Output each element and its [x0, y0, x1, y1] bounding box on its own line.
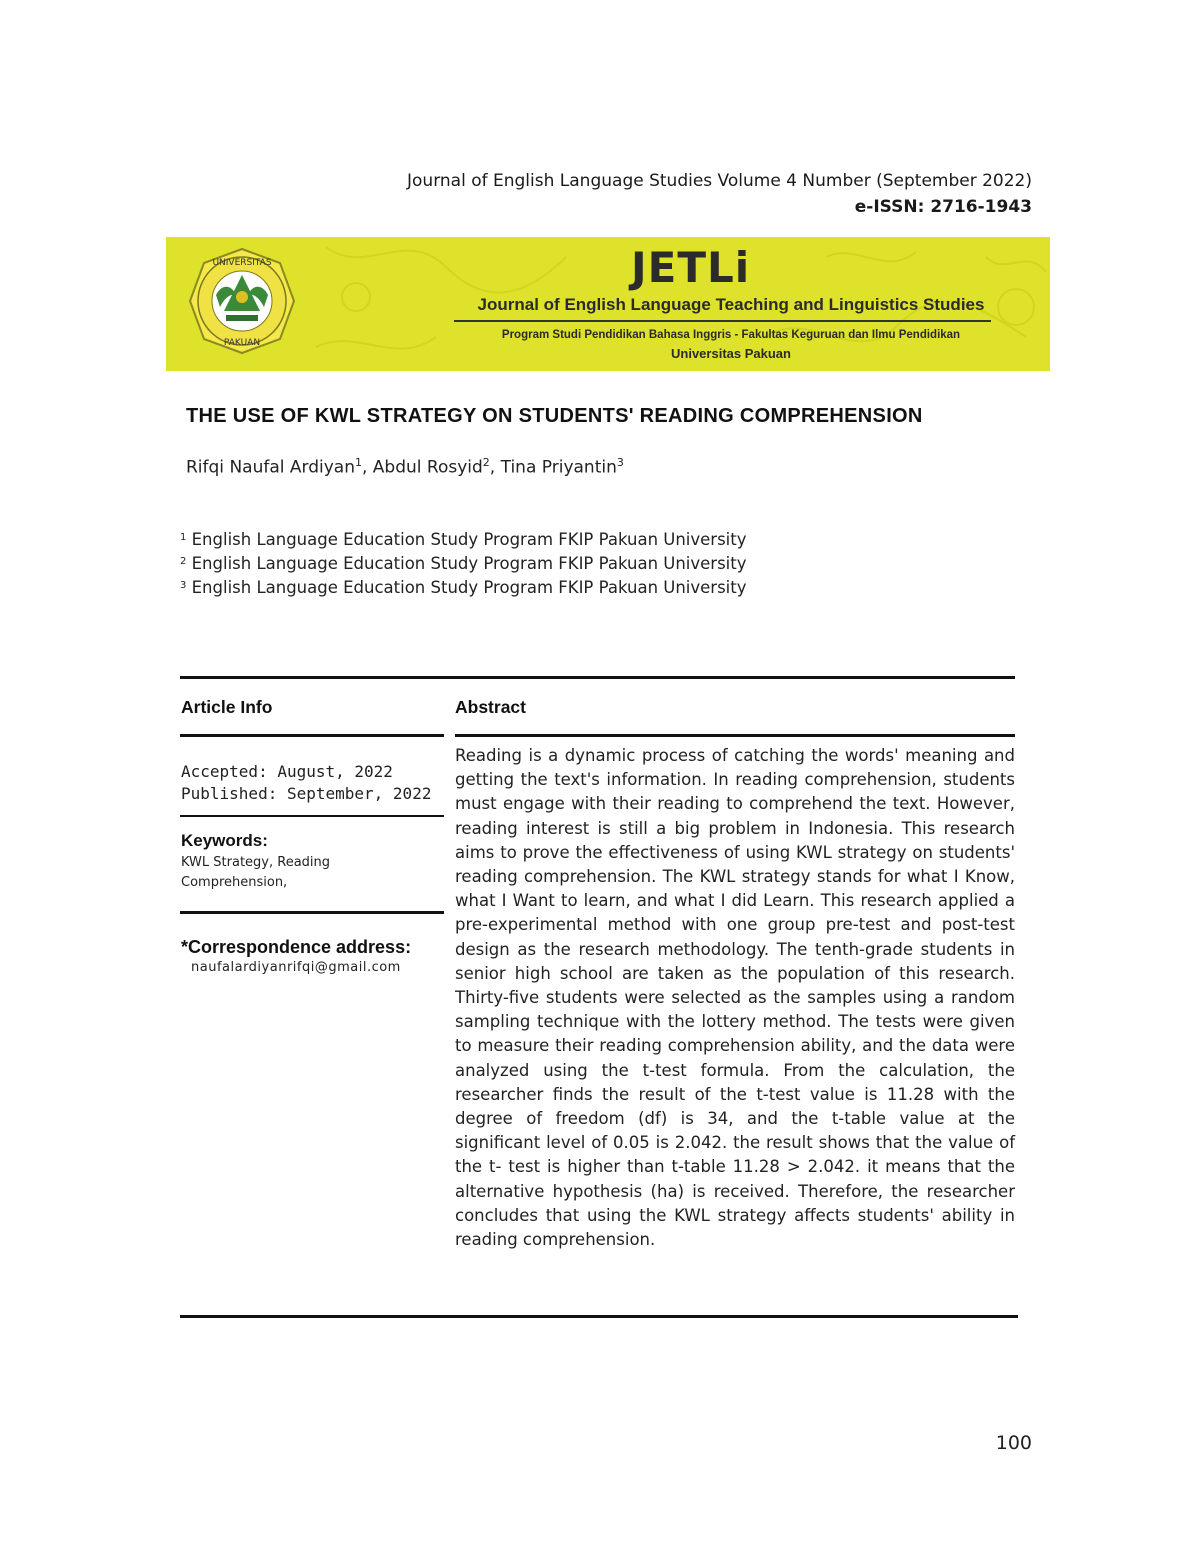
author-name: Rifqi Naufal Ardiyan: [186, 457, 355, 478]
article-info-divider: [180, 815, 444, 817]
author-name: Abdul Rosyid: [372, 457, 483, 478]
author-name: Tina Priyantin: [500, 457, 617, 478]
affiliation-text: English Language Education Study Program FKIP Pakuan University: [191, 578, 747, 597]
correspondence-email: naufalardiyanrifqi@gmail.com: [191, 960, 401, 975]
affiliation-text: English Language Education Study Program FKIP Pakuan University: [191, 554, 747, 573]
article-info-divider: [180, 911, 444, 914]
journal-issn: e-ISSN: 2716-1943: [854, 197, 1032, 217]
affiliation-sup: 2: [180, 556, 187, 567]
journal-full-name: Journal of English Language Teaching and Linguistics Studies: [477, 295, 985, 314]
banner-divider: [454, 320, 991, 322]
table-bottom-rule: [180, 1315, 1018, 1318]
keywords-list: KWL Strategy, Reading Comprehension,: [181, 855, 331, 890]
author-sup: 2: [482, 456, 490, 469]
keywords-heading: Keywords:: [181, 831, 268, 850]
abstract-body: Reading is a dynamic process of catching the words' meaning and getting the text's information. In reading comprehension, students must engage with their reading to comprehend the text. However, reading interest is still a big problem in Indonesia. This research aims to prove the effectiveness of using KWL strategy on students' reading comprehension. The KWL strategy stands for what I Know, what I Want to learn, and what I did Learn. This research applied a pre-experimental method with one group pre-test and post-test design as the research methodology. The tenth-grade students in senior high school are taken as the population of this research. Thirty-five students were selected as the samples using a random sampling technique with the lottery method. The tests were given to measure their reading comprehension ability, and the data were analyzed using the t-test formula. From the calculation, the researcher finds the result of the t-test value is 11.28 with the degree of freedom (df) is 34, and the t-table value at the significant level of 0.05 is 2.042. the result shows that the value of the t- test is higher than t-table 11.28 > 2.042. it means that the alternative hypothesis (ha) is received. Therefore, the researcher concludes that using the KWL strategy affects students' ability in reading comprehension.: [455, 746, 1015, 1250]
journal-header-title: Journal of English Language Studies Volume 4 Number (September 2022): [407, 171, 1032, 191]
university-seal-icon: [186, 245, 298, 357]
author-sup: 1: [354, 456, 362, 469]
table-top-rule: [180, 676, 1015, 679]
affiliation-line: [180, 578, 747, 597]
journal-university: Universitas Pakuan: [671, 346, 791, 361]
affiliation-line: [180, 530, 747, 549]
affiliation-text: English Language Education Study Program FKIP Pakuan University: [191, 530, 747, 549]
accepted-date: Accepted: August, 2022: [181, 762, 393, 781]
published-date: Published: September, 2022: [181, 784, 432, 803]
page-number: 100: [995, 1432, 1032, 1454]
journal-short-name: JETLi: [631, 243, 751, 292]
seal-lower-text: PAKUAN: [223, 338, 261, 348]
affiliation-sup: 1: [180, 532, 187, 543]
paper-title: THE USE OF KWL STRATEGY ON STUDENTS' READING COMPREHENSION: [186, 405, 923, 427]
author-sup: 3: [616, 456, 624, 469]
article-info-heading: Article Info: [181, 697, 273, 717]
journal-banner: [166, 237, 1050, 371]
seal-upper-text: UNIVERSITAS: [212, 258, 272, 268]
abstract-heading: Abstract: [455, 697, 526, 717]
correspondence-heading: *Correspondence address:: [181, 937, 412, 957]
affiliation-sup: 3: [180, 580, 187, 591]
journal-program: Program Studi Pendidikan Bahasa Inggris - Fakultas Keguruan dan Ilmu Pendidikan: [501, 329, 961, 341]
article-info-header-rule: [180, 734, 444, 737]
abstract-header-rule: [455, 734, 1015, 737]
author-list: Rifqi Naufal Ardiyan$^1$, Abdul Rosyid$^2$, Tina Priyantin$^3$: [186, 456, 624, 478]
affiliation-line: [180, 554, 747, 573]
